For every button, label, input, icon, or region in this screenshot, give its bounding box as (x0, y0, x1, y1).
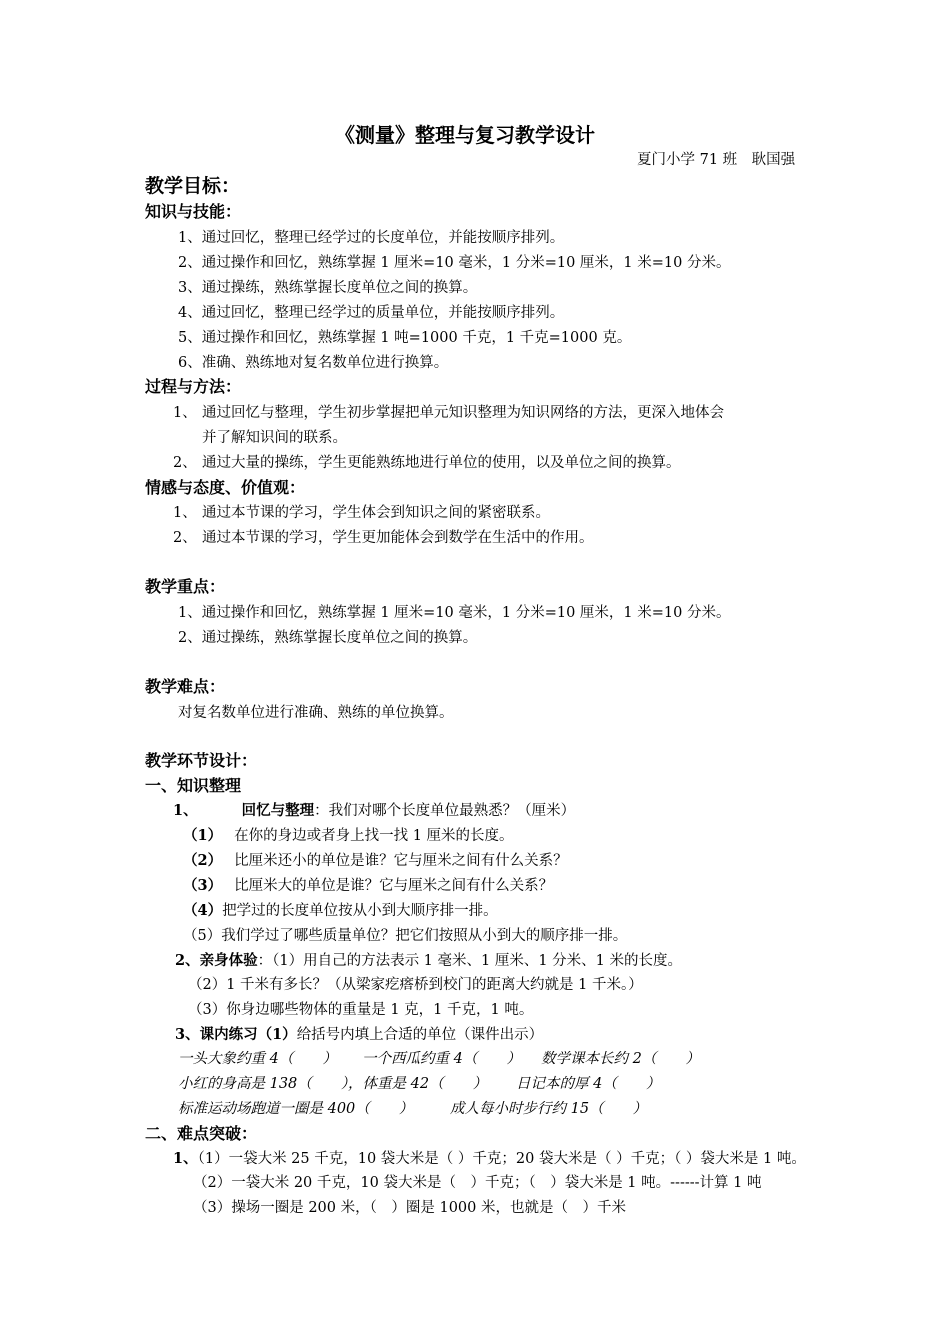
process-item-number: 1、 (173, 405, 197, 421)
question-number: （3） (183, 877, 223, 894)
question-number: （2） (183, 852, 223, 869)
design-heading: 教学环节设计： (145, 751, 258, 770)
question-line (183, 852, 568, 870)
key-point-item: 2、通过操练，熟练掌握长度单位之间的换算。 (178, 630, 478, 646)
process-item-continued: 并了解知识间的联系。 (202, 430, 347, 446)
question-text: 在你的身边或者身上找一找 1 厘米的长度。 (234, 828, 514, 844)
recall-number: 1、 (173, 802, 198, 819)
difficulty-text: 对复名数单位进行准确、熟练的单位换算。 (178, 705, 454, 721)
experience-text: ：（1）用自己的方法表示 1 毫米、1 厘米、1 分米、1 米的长度。 (257, 953, 683, 969)
document-title: 《测量》整理与复习教学设计 (335, 123, 595, 147)
knowledge-item: 4、通过回忆，整理已经学过的质量单位，并能按顺序排列。 (178, 305, 565, 321)
process-item: 通过回忆与整理，学生初步掌握把单元知识整理为知识网络的方法，更深入地体会 (202, 405, 724, 421)
practice-line (175, 1026, 543, 1044)
key-points-heading: 教学重点： (145, 577, 226, 596)
problem-line (173, 1150, 806, 1168)
experience-label: 2、亲身体验 (175, 952, 258, 969)
fill-blank-item: 一个西瓜约重 4（ ） (362, 1051, 521, 1067)
question-number: （1） (183, 827, 223, 844)
fill-blank-item: 一头大象约重 4（ ） (178, 1051, 337, 1067)
question-text: 把学过的长度单位按从小到大顺序排一排。 (222, 903, 498, 919)
question-text: 比厘米大的单位是谁？它与厘米之间有什么关系？ (234, 878, 554, 894)
knowledge-item: 2、通过操作和回忆，熟练掌握 1 厘米=10 毫米，1 分米=10 厘米，1 米=10 分米。 (178, 255, 731, 271)
goals-heading: 教学目标： (145, 175, 241, 197)
attitude-item: 通过本节课的学习，学生更加能体会到数学在生活中的作用。 (202, 530, 594, 546)
experience-line (175, 952, 682, 970)
fill-blank-item: 小红的身高是 138（ ），体重是 42（ ） (178, 1076, 488, 1092)
author-line: 夏门小学 71 班 耿国强 (637, 152, 796, 168)
section-difficulty-heading: 二、难点突破： (145, 1124, 258, 1143)
fill-blank-item: 成人每小时步行约 15（ ） (450, 1101, 648, 1117)
question-line (183, 902, 498, 920)
knowledge-heading: 知识与技能： (145, 202, 242, 221)
problem-number: 1、 (173, 1150, 198, 1167)
question-number: （4） (183, 902, 223, 919)
key-point-item: 1、通过操作和回忆，熟练掌握 1 厘米=10 毫米，1 分米=10 厘米，1 米=10 分米。 (178, 605, 731, 621)
practice-label: 3、课内练习（1） (175, 1026, 297, 1043)
process-heading: 过程与方法： (145, 377, 242, 396)
question-line (183, 877, 553, 895)
process-item: 通过大量的操练，学生更能熟练地进行单位的使用，以及单位之间的换算。 (202, 455, 681, 471)
question-text: 比厘米还小的单位是谁？它与厘米之间有什么关系？ (234, 853, 568, 869)
knowledge-item: 1、通过回忆，整理已经学过的长度单位，并能按顺序排列。 (178, 230, 565, 246)
fill-blank-item: 日记本的厚 4（ ） (516, 1076, 661, 1092)
attitude-item-number: 2、 (173, 530, 197, 546)
problem-item: （2）一袋大米 20 千克，10 袋大米是（ ）千克；（ ）袋大米是 1 吨。------计算 1 吨 (193, 1175, 762, 1191)
problem-text: （1）一袋大米 25 千克，10 袋大米是（ ）千克；20 袋大米是（ ）千克；（ ）袋大米是 1 吨。 (197, 1151, 806, 1167)
section-knowledge-heading: 一、知识整理 (145, 776, 242, 795)
recall-line (173, 802, 575, 820)
attitude-item-number: 1、 (173, 505, 197, 521)
knowledge-item: 6、准确、熟练地对复名数单位进行换算。 (178, 355, 449, 371)
difficulty-heading: 教学难点： (145, 677, 226, 696)
fill-blank-item: 标准运动场跑道一圈是 400（ ） (178, 1101, 414, 1117)
recall-text: ：我们对哪个长度单位最熟悉？（厘米） (314, 803, 576, 819)
question-line (183, 827, 514, 845)
attitude-heading: 情感与态度、价值观： (145, 478, 306, 497)
attitude-item: 通过本节课的学习，学生体会到知识之间的紧密联系。 (202, 505, 550, 521)
experience-item: （2）1 千米有多长？（从梁家疙瘩桥到校门的距离大约就是 1 千米。） (188, 977, 643, 993)
experience-item: （3）你身边哪些物体的重量是 1 克，1 千克，1 吨。 (188, 1002, 534, 1018)
recall-label: 回忆与整理 (241, 802, 315, 819)
fill-blank-item: 数学课本长约 2（ ） (541, 1051, 700, 1067)
knowledge-item: 3、通过操练，熟练掌握长度单位之间的换算。 (178, 280, 478, 296)
problem-item: （3）操场一圈是 200 米，（ ）圈是 1000 米，也就是（ ）千米 (193, 1200, 626, 1216)
practice-text: 给括号内填上合适的单位（课件出示） (296, 1027, 544, 1043)
question-line: （5）我们学过了哪些质量单位？把它们按照从小到大的顺序排一排。 (183, 928, 628, 944)
process-item-number: 2、 (173, 455, 197, 471)
knowledge-item: 5、通过操作和回忆，熟练掌握 1 吨=1000 千克，1 千克=1000 克。 (178, 330, 632, 346)
